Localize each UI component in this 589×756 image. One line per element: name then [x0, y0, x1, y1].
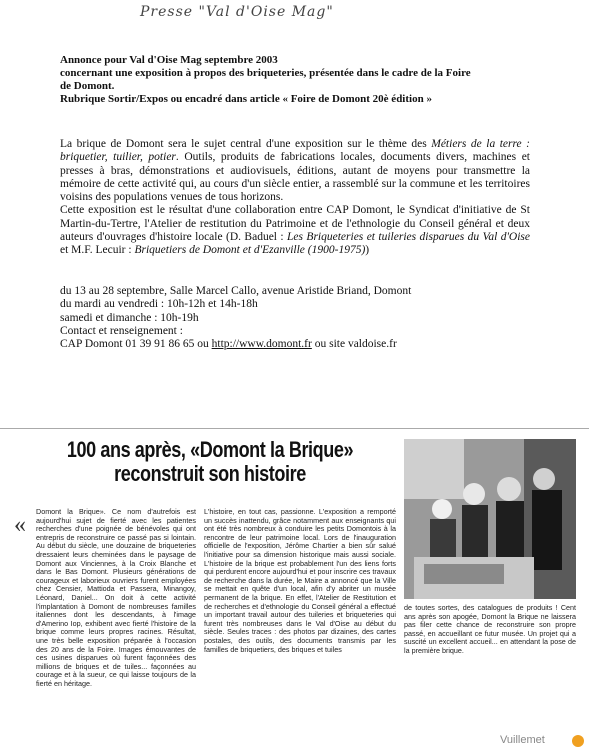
- headline-line: 100 ans après, «Domont la Brique»: [66, 437, 354, 462]
- article-column: [404, 604, 576, 656]
- scanner-brand: Vuillemet: [500, 734, 545, 746]
- column-text: de toutes sortes, des catalogues de produits ! Cent ans après son apogée, Domont la Brique ne laissera pas filer cette chance de reconstruire son propre passé, en accueillant ce futur musée. Un projet qui a suscité un excellent accueil... en attendant la pose de la première brique.: [404, 603, 576, 655]
- paragraph-rest: . Outils, produits de fabrications locales, documents divers, machines et presses à bras, démonstrations et audiovisuels, éditions, autant de moyens pour transmettre la mémoire de cette activité qui, au cours d'un siècle entier, a rassemblé sur la commune et les territoires voisins des populations venues de tous horizons.: [60, 151, 530, 204]
- contact-site: ou site valdoise.fr: [311, 338, 397, 351]
- collab-mid: et M.F. Lecuir :: [60, 244, 135, 257]
- brand-logo-icon: [572, 735, 584, 747]
- column-text: L'histoire, en tout cas, passionne. L'exposition a remporté un succès inattendu, grâce notamment aux enseignants qui ont été très nombreux à conduire les petits Domontois à la rencontre de leur patrimoine local. Lors de l'inauguration officielle de l'exposition, Jérôme Chartier a bien sûr salué l'initiative pour sa dimension historique mais aussi sociale. L'histoire de la brique est probablement l'un des liens forts qui perdurent encore aujourd'hui et pour inscrire ces travaux de recherche dans la durée, le Maire a annoncé que la Ville se mettait en quête d'un local, afin d'y abriter un musée permanent de la brique. En effet, l'Atelier de Restitution et de recherches et d'ethnologie du Conseil général a effectué un important travail autour des tuileries et briqueteries qui furent très nombreuses dans le Val d'Oise au début du siècle. Seules traces : des photos par dizaines, des cartes postales, des outils, des documents transmis par les familles de briquetiers, des briques et tuiles: [204, 507, 396, 654]
- collab-main: Cette exposition est le résultat d'une collaboration entre CAP Domont, le Syndicat d'initiative de St Martin-du-Tertre, l'Atelier de restitution du Patrimoine et de l'ethnologie du Conseil général et deux auteurs d'ouvrages d'histoire locale (D. Baduel :: [60, 204, 530, 244]
- announcement-body: [60, 138, 530, 258]
- handwritten-note: Presse "Val d'Oise Mag": [140, 4, 334, 20]
- paragraph-exposition: [60, 138, 530, 204]
- website-link[interactable]: http://www.domont.fr: [211, 338, 312, 351]
- exposition-theme: Métiers de la terre : briquetier, tuilier, potier: [60, 138, 531, 164]
- contact-phone: CAP Domont 01 39 91 86 65 ou: [60, 338, 212, 351]
- weekend-hours: samedi et dimanche : 10h-19h: [60, 311, 199, 324]
- contact-line: [60, 338, 520, 351]
- paragraph-collaboration: [60, 204, 530, 257]
- event-dates: du 13 au 28 septembre, Salle Marcel Callo, avenue Aristide Briand, Domont: [60, 285, 412, 297]
- column-text: Domont la Brique». Ce nom d'autrefois est aujourd'hui sujet de fierté avec les patientes recherches d'une poignée de bénévoles qui ont entrepris de reconstruire ce passé pas si lointain. Au début du siècle, une douzaine de briqueteries dressaient leurs cheminées dans le paysage de Domont aux Vinciennes, à la Croix Blanche et dans le Bas Domont. Plusieurs générations de courageux et laborieux ouvriers furent employées chez Censier, Mattioda et Passera, Minangoy, Léonard, Daniel... On doit à cette activité l'implantation à Domont de nombreuses familles italiennes dont les descendants, à l'image d'Amerino Iop, exhibent avec fierté l'histoire de la brique comme leurs propres racines. Résultat, une très belle exposition préparée à l'occasion des 20 ans de la Foire. Images émouvantes de ces usines disparues où furent façonnées des millions de briques et de tuiles... façonnées au courage et à la sueur, ce qui laisse toujours de la fierté en héritage.: [36, 507, 196, 688]
- collab-end: ): [365, 244, 370, 257]
- announcement-header: [60, 54, 580, 106]
- article-column: [36, 508, 196, 688]
- weekday-hours: du mardi au vendredi : 10h-12h et 14h-18h: [60, 298, 258, 311]
- contact-label: Contact et renseignement :: [60, 324, 183, 337]
- headline-line: reconstruit son histoire: [114, 461, 306, 486]
- clipping-headline: [62, 438, 357, 486]
- header-line: Annonce pour Val d'Oise Mag septembre 2003: [60, 54, 278, 66]
- clipping-photo: [404, 439, 576, 599]
- photo-people-icon: [404, 439, 576, 599]
- article-column: [204, 508, 396, 654]
- book-title: Briquetiers de Domont et d'Ezanville (1900-1975): [134, 244, 366, 257]
- quote-mark: «: [14, 512, 26, 538]
- header-line: Rubrique Sortir/Expos ou encadré dans article « Foire de Domont 20è édition »: [60, 93, 432, 105]
- header-line: concernant une exposition à propos des briqueteries, présentée dans le cadre de la Foire: [60, 67, 471, 79]
- event-details: [60, 285, 520, 351]
- book-title: Les Briqueteries et tuileries disparues du Val d'Oise: [287, 231, 530, 244]
- divider: [0, 428, 589, 429]
- paragraph-intro: La brique de Domont sera le sujet central d'une exposition sur le thème des: [60, 138, 432, 150]
- header-line: de Domont.: [60, 80, 115, 92]
